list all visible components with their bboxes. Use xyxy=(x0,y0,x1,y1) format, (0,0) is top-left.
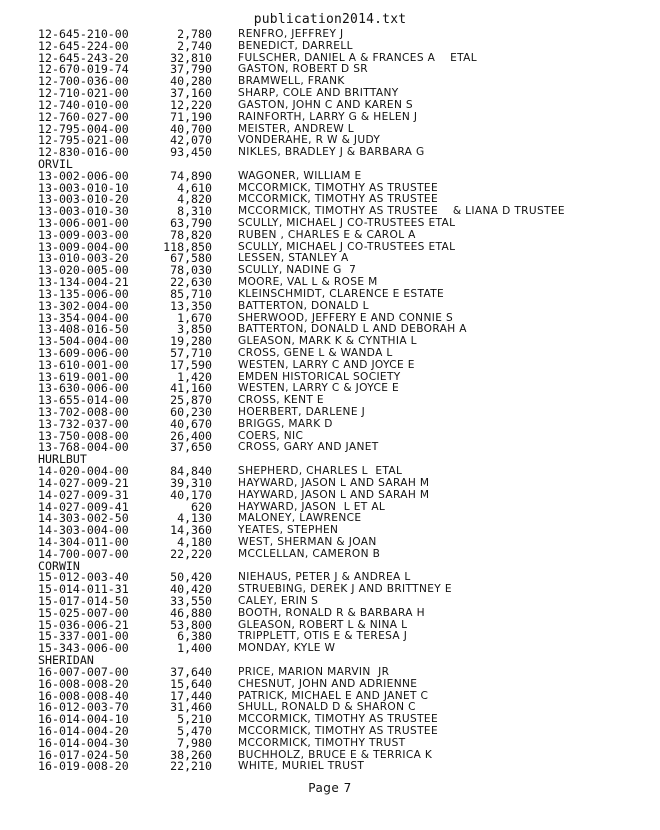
owner-name: RAINFORTH, LARRY G & HELEN J xyxy=(238,110,418,123)
owner-name: VONDERAHE, R W & JUDY xyxy=(238,134,381,147)
parcel-row xyxy=(0,359,660,371)
owner-name: GLEASON, ROBERT L & NINA L xyxy=(238,618,408,631)
owner-name: MCCORMICK, TIMOTHY AS TRUSTEE xyxy=(238,181,438,194)
owner-name: HAYWARD, JASON L AND SARAH M xyxy=(238,488,430,501)
parcel-number: 12-795-004-00 xyxy=(38,121,129,136)
parcel-number: 13-010-003-20 xyxy=(38,251,129,266)
owner-name: MCCLELLAN, CAMERON B xyxy=(238,547,381,560)
assessed-amount: 37,640 xyxy=(170,664,212,679)
assessed-amount: 46,880 xyxy=(170,605,212,620)
parcel-number: 13-354-004-00 xyxy=(38,310,129,325)
parcel-number: 12-760-027-00 xyxy=(38,109,129,124)
owner-name: SHERWOOD, JEFFERY E AND CONNIE S xyxy=(238,311,454,324)
assessed-amount: 7,980 xyxy=(177,735,212,750)
owner-name: STRUEBING, DEREK J AND BRITTNEY E xyxy=(238,583,452,596)
assessed-amount: 2,780 xyxy=(177,27,212,41)
parcel-number: 13-009-003-00 xyxy=(38,227,129,242)
parcel-row xyxy=(0,489,660,501)
parcel-number: 12-710-021-00 xyxy=(38,86,129,101)
assessed-amount: 40,670 xyxy=(170,416,212,431)
assessed-amount: 17,440 xyxy=(170,688,212,703)
assessed-amount: 4,180 xyxy=(177,534,212,549)
owner-name: SCULLY, MICHAEL J CO-TRUSTEES ETAL xyxy=(238,217,456,229)
owner-name: BUCHHOLZ, BRUCE E & TERRICA K xyxy=(238,748,433,761)
parcel-number: 13-655-014-00 xyxy=(38,393,129,408)
assessed-amount: 25,870 xyxy=(170,393,212,408)
parcel-number: 13-009-004-00 xyxy=(38,239,129,254)
parcel-number: 14-020-004-00 xyxy=(38,464,129,479)
parcel-number: 16-019-008-20 xyxy=(38,759,129,774)
assessed-amount: 12,220 xyxy=(170,97,212,112)
owner-name: MCCORMICK, TIMOTHY AS TRUSTEE xyxy=(238,193,438,206)
owner-name: KLEINSCHMIDT, CLARENCE E ESTATE xyxy=(238,287,445,300)
section-heading-row xyxy=(0,158,660,170)
assessed-amount: 1,400 xyxy=(177,641,212,656)
owner-name: BRAMWELL, FRANK xyxy=(238,75,345,88)
parcel-row xyxy=(0,99,660,111)
assessed-amount: 37,790 xyxy=(170,62,212,77)
owner-name: LESSEN, STANLEY A xyxy=(238,252,349,265)
parcel-row xyxy=(0,347,660,359)
assessed-amount: 42,070 xyxy=(170,133,212,148)
assessed-amount: 60,230 xyxy=(170,405,212,419)
owner-name: MOORE, VAL L & ROSE M xyxy=(238,276,378,289)
parcel-row xyxy=(0,170,660,182)
owner-name: WAGONER, WILLIAM E xyxy=(238,169,362,182)
owner-name: BENEDICT, DARRELL xyxy=(238,39,353,52)
assessed-amount: 53,800 xyxy=(170,617,212,632)
parcel-number: 12-740-010-00 xyxy=(38,97,129,112)
assessed-amount: 78,030 xyxy=(170,263,212,278)
parcel-number: 14-304-011-00 xyxy=(38,534,129,549)
parcel-number: 16-017-024-50 xyxy=(38,747,129,762)
parcel-number: 15-036-006-21 xyxy=(38,617,129,632)
owner-name: EMDEN HISTORICAL SOCIETY xyxy=(238,370,401,383)
parcel-row xyxy=(0,441,660,453)
owner-name: CROSS, GENE L & WANDA L xyxy=(238,346,393,359)
assessed-amount: 37,160 xyxy=(170,86,212,101)
assessed-amount: 38,260 xyxy=(170,747,212,762)
owner-name: RUBEN , CHARLES E & CAROL A xyxy=(238,228,416,241)
owner-name: BOOTH, RONALD R & BARBARA H xyxy=(238,606,425,619)
parcel-listing xyxy=(0,28,660,772)
assessed-amount: 93,450 xyxy=(170,145,212,160)
owner-name: CHESNUT, JOHN AND ADRIENNE xyxy=(238,677,418,690)
assessed-amount: 32,810 xyxy=(170,50,212,65)
parcel-number: 14-303-002-50 xyxy=(38,511,129,526)
assessed-amount: 85,710 xyxy=(170,286,212,301)
assessed-amount: 4,130 xyxy=(177,511,212,526)
parcel-number: 16-014-004-30 xyxy=(38,735,129,750)
assessed-amount: 3,850 xyxy=(177,322,212,337)
assessed-amount: 17,590 xyxy=(170,357,212,372)
owner-name: MONDAY, KYLE W xyxy=(238,642,336,655)
parcel-row xyxy=(0,300,660,312)
assessed-amount: 40,280 xyxy=(170,74,212,89)
assessed-amount: 5,470 xyxy=(177,723,212,738)
owner-name: SHULL, RONALD D & SHARON C xyxy=(238,701,416,714)
owner-name: CALEY, ERIN S xyxy=(238,595,319,607)
parcel-row xyxy=(0,737,660,749)
parcel-row xyxy=(0,678,660,690)
owner-name: BRIGGS, MARK D xyxy=(238,417,333,430)
owner-name: RENFRO, JEFFREY J xyxy=(238,28,344,40)
parcel-number: 13-609-006-00 xyxy=(38,345,129,360)
assessed-amount: 22,220 xyxy=(170,546,212,561)
owner-name: GLEASON, MARK K & CYNTHIA L xyxy=(238,335,417,348)
parcel-row xyxy=(0,40,660,52)
parcel-row xyxy=(0,607,660,619)
parcel-row xyxy=(0,642,660,654)
parcel-number: 13-302-004-00 xyxy=(38,298,129,313)
owner-name: MALONEY, LAWRENCE xyxy=(238,512,362,525)
parcel-row xyxy=(0,477,660,489)
assessed-amount: 33,550 xyxy=(170,594,212,608)
parcel-number: 13-732-037-00 xyxy=(38,416,129,431)
assessed-amount: 40,170 xyxy=(170,487,212,502)
assessed-amount: 39,310 xyxy=(170,475,212,490)
assessed-amount: 67,580 xyxy=(170,251,212,266)
parcel-number: 15-337-001-00 xyxy=(38,629,129,644)
parcel-number: 13-750-008-00 xyxy=(38,428,129,443)
owner-name: TRIPPLETT, OTIS E & TERESA J xyxy=(238,630,408,643)
assessed-amount: 74,890 xyxy=(170,168,212,183)
parcel-number: 15-343-006-00 xyxy=(38,641,129,656)
parcel-number: 13-619-001-00 xyxy=(38,369,129,384)
assessed-amount: 13,350 xyxy=(170,298,212,313)
owner-name: YEATES, STEPHEN xyxy=(238,524,339,537)
parcel-number: 13-630-006-00 xyxy=(38,381,129,396)
owner-name: MEISTER, ANDREW L xyxy=(238,122,355,135)
parcel-number: 13-610-001-00 xyxy=(38,357,129,372)
assessed-amount: 22,630 xyxy=(170,275,212,290)
parcel-number: 13-006-001-00 xyxy=(38,216,129,230)
owner-name: WESTEN, LARRY C & JOYCE E xyxy=(238,382,400,395)
assessed-amount: 620 xyxy=(191,499,212,514)
parcel-number: 14-027-009-31 xyxy=(38,487,129,502)
parcel-number: 12-645-224-00 xyxy=(38,38,129,53)
parcel-row xyxy=(0,760,660,772)
parcel-number: 13-504-004-00 xyxy=(38,334,129,349)
page-number: Page 7 xyxy=(308,781,352,795)
parcel-row xyxy=(0,536,660,548)
assessed-amount: 40,700 xyxy=(170,121,212,136)
section-heading: SHERIDAN xyxy=(38,653,94,668)
section-heading: ORVIL xyxy=(38,156,73,171)
parcel-number: 13-134-004-21 xyxy=(38,275,129,290)
parcel-row xyxy=(0,229,660,241)
parcel-number: 16-008-008-40 xyxy=(38,688,129,703)
parcel-row xyxy=(0,725,660,737)
parcel-number: 12-645-243-20 xyxy=(38,50,129,65)
assessed-amount: 1,420 xyxy=(177,369,212,384)
owner-name: MCCORMICK, TIMOTHY TRUST xyxy=(238,736,406,749)
parcel-number: 13-135-006-00 xyxy=(38,286,129,301)
document-title: publication2014.txt xyxy=(253,12,407,27)
owner-name: NIKLES, BRADLEY J & BARBARA G xyxy=(238,146,425,159)
parcel-number: 13-702-008-00 xyxy=(38,405,129,419)
assessed-amount: 41,160 xyxy=(170,381,212,396)
parcel-number: 14-700-007-00 xyxy=(38,546,129,561)
assessed-amount: 4,610 xyxy=(177,180,212,195)
owner-name: WHITE, MURIEL TRUST xyxy=(238,760,365,773)
assessed-amount: 63,790 xyxy=(170,216,212,230)
owner-name: GASTON, ROBERT D SR xyxy=(238,63,368,76)
parcel-number: 16-014-004-20 xyxy=(38,723,129,738)
owner-name: CROSS, KENT E xyxy=(238,394,324,407)
parcel-number: 13-003-010-20 xyxy=(38,192,129,207)
parcel-row xyxy=(0,666,660,678)
parcel-number: 16-014-004-10 xyxy=(38,712,129,727)
assessed-amount: 4,820 xyxy=(177,192,212,207)
parcel-number: 13-003-010-30 xyxy=(38,204,129,219)
parcel-number: 14-303-004-00 xyxy=(38,523,129,538)
parcel-number: 15-012-003-40 xyxy=(38,570,129,585)
assessed-amount: 1,670 xyxy=(177,310,212,325)
parcel-number: 12-670-019-74 xyxy=(38,62,129,77)
owner-name: SCULLY, NADINE G 7 xyxy=(238,264,357,277)
owner-name: MCCORMICK, TIMOTHY AS TRUSTEE & LIANA D TRUSTEE xyxy=(238,205,565,218)
owner-name: PATRICK, MICHAEL E AND JANET C xyxy=(238,689,429,702)
assessed-amount: 15,640 xyxy=(170,676,212,691)
assessed-amount: 14,360 xyxy=(170,523,212,538)
parcel-number: 13-002-006-00 xyxy=(38,168,129,183)
assessed-amount: 8,310 xyxy=(177,204,212,219)
assessed-amount: 78,820 xyxy=(170,227,212,242)
owner-name: NIEHAUS, PETER J & ANDREA L xyxy=(238,571,411,584)
parcel-number: 12-700-036-00 xyxy=(38,74,129,89)
section-heading: CORWIN xyxy=(38,558,80,573)
owner-name: HAYWARD, JASON L ET AL xyxy=(238,500,386,513)
owner-name: HOERBERT, DARLENE J xyxy=(238,406,366,418)
parcel-row xyxy=(0,418,660,430)
owner-name: SCULLY, MICHAEL J CO-TRUSTEES ETAL xyxy=(238,240,456,253)
assessed-amount: 37,650 xyxy=(170,440,212,455)
owner-name: GASTON, JOHN C AND KAREN S xyxy=(238,98,414,111)
owner-name: MCCORMICK, TIMOTHY AS TRUSTEE xyxy=(238,713,438,726)
parcel-row xyxy=(0,146,660,158)
assessed-amount: 50,420 xyxy=(170,570,212,585)
parcel-number: 16-012-003-70 xyxy=(38,700,129,715)
parcel-row xyxy=(0,111,660,123)
parcel-number: 13-408-016-50 xyxy=(38,322,129,337)
assessed-amount: 71,190 xyxy=(170,109,212,124)
parcel-number: 13-003-010-10 xyxy=(38,180,129,195)
section-heading: HURLBUT xyxy=(38,452,87,467)
parcel-number: 12-645-210-00 xyxy=(38,27,129,41)
owner-name: HAYWARD, JASON L AND SARAH M xyxy=(238,476,430,489)
owner-name: PRICE, MARION MARVIN JR xyxy=(238,665,390,678)
owner-name: SHEPHERD, CHARLES L ETAL xyxy=(238,465,403,478)
parcel-row xyxy=(0,548,660,560)
parcel-number: 15-025-007-00 xyxy=(38,605,129,620)
parcel-number: 15-017-014-50 xyxy=(38,594,129,608)
assessed-amount: 22,210 xyxy=(170,759,212,774)
parcel-number: 13-768-004-00 xyxy=(38,440,129,455)
parcel-number: 13-020-005-00 xyxy=(38,263,129,278)
assessed-amount: 118,850 xyxy=(163,239,212,254)
parcel-number: 16-008-008-20 xyxy=(38,676,129,691)
parcel-number: 14-027-009-21 xyxy=(38,475,129,490)
assessed-amount: 84,840 xyxy=(170,464,212,479)
assessed-amount: 31,460 xyxy=(170,700,212,715)
parcel-row xyxy=(0,288,660,300)
assessed-amount: 6,380 xyxy=(177,629,212,644)
parcel-number: 12-830-016-00 xyxy=(38,145,129,160)
owner-name: BATTERTON, DONALD L xyxy=(238,299,369,312)
parcel-number: 16-007-007-00 xyxy=(38,664,129,679)
assessed-amount: 2,740 xyxy=(177,38,212,53)
owner-name: MCCORMICK, TIMOTHY AS TRUSTEE xyxy=(238,724,438,737)
assessed-amount: 19,280 xyxy=(170,334,212,349)
owner-name: CROSS, GARY AND JANET xyxy=(238,441,379,454)
parcel-number: 12-795-021-00 xyxy=(38,133,129,148)
owner-name: WESTEN, LARRY C AND JOYCE E xyxy=(238,358,415,371)
owner-name: WEST, SHERMAN & JOAN xyxy=(238,535,377,548)
parcel-number: 15-014-011-31 xyxy=(38,582,129,597)
parcel-number: 14-027-009-41 xyxy=(38,499,129,514)
owner-name: FULSCHER, DANIEL A & FRANCES A ETAL xyxy=(238,51,477,64)
owner-name: BATTERTON, DONALD L AND DEBORAH A xyxy=(238,323,467,336)
owner-name: COERS, NIC xyxy=(238,429,304,442)
assessed-amount: 26,400 xyxy=(170,428,212,443)
owner-name: SHARP, COLE AND BRITTANY xyxy=(238,87,399,100)
assessed-amount: 40,420 xyxy=(170,582,212,597)
assessed-amount: 5,210 xyxy=(177,712,212,727)
assessed-amount: 57,710 xyxy=(170,345,212,360)
